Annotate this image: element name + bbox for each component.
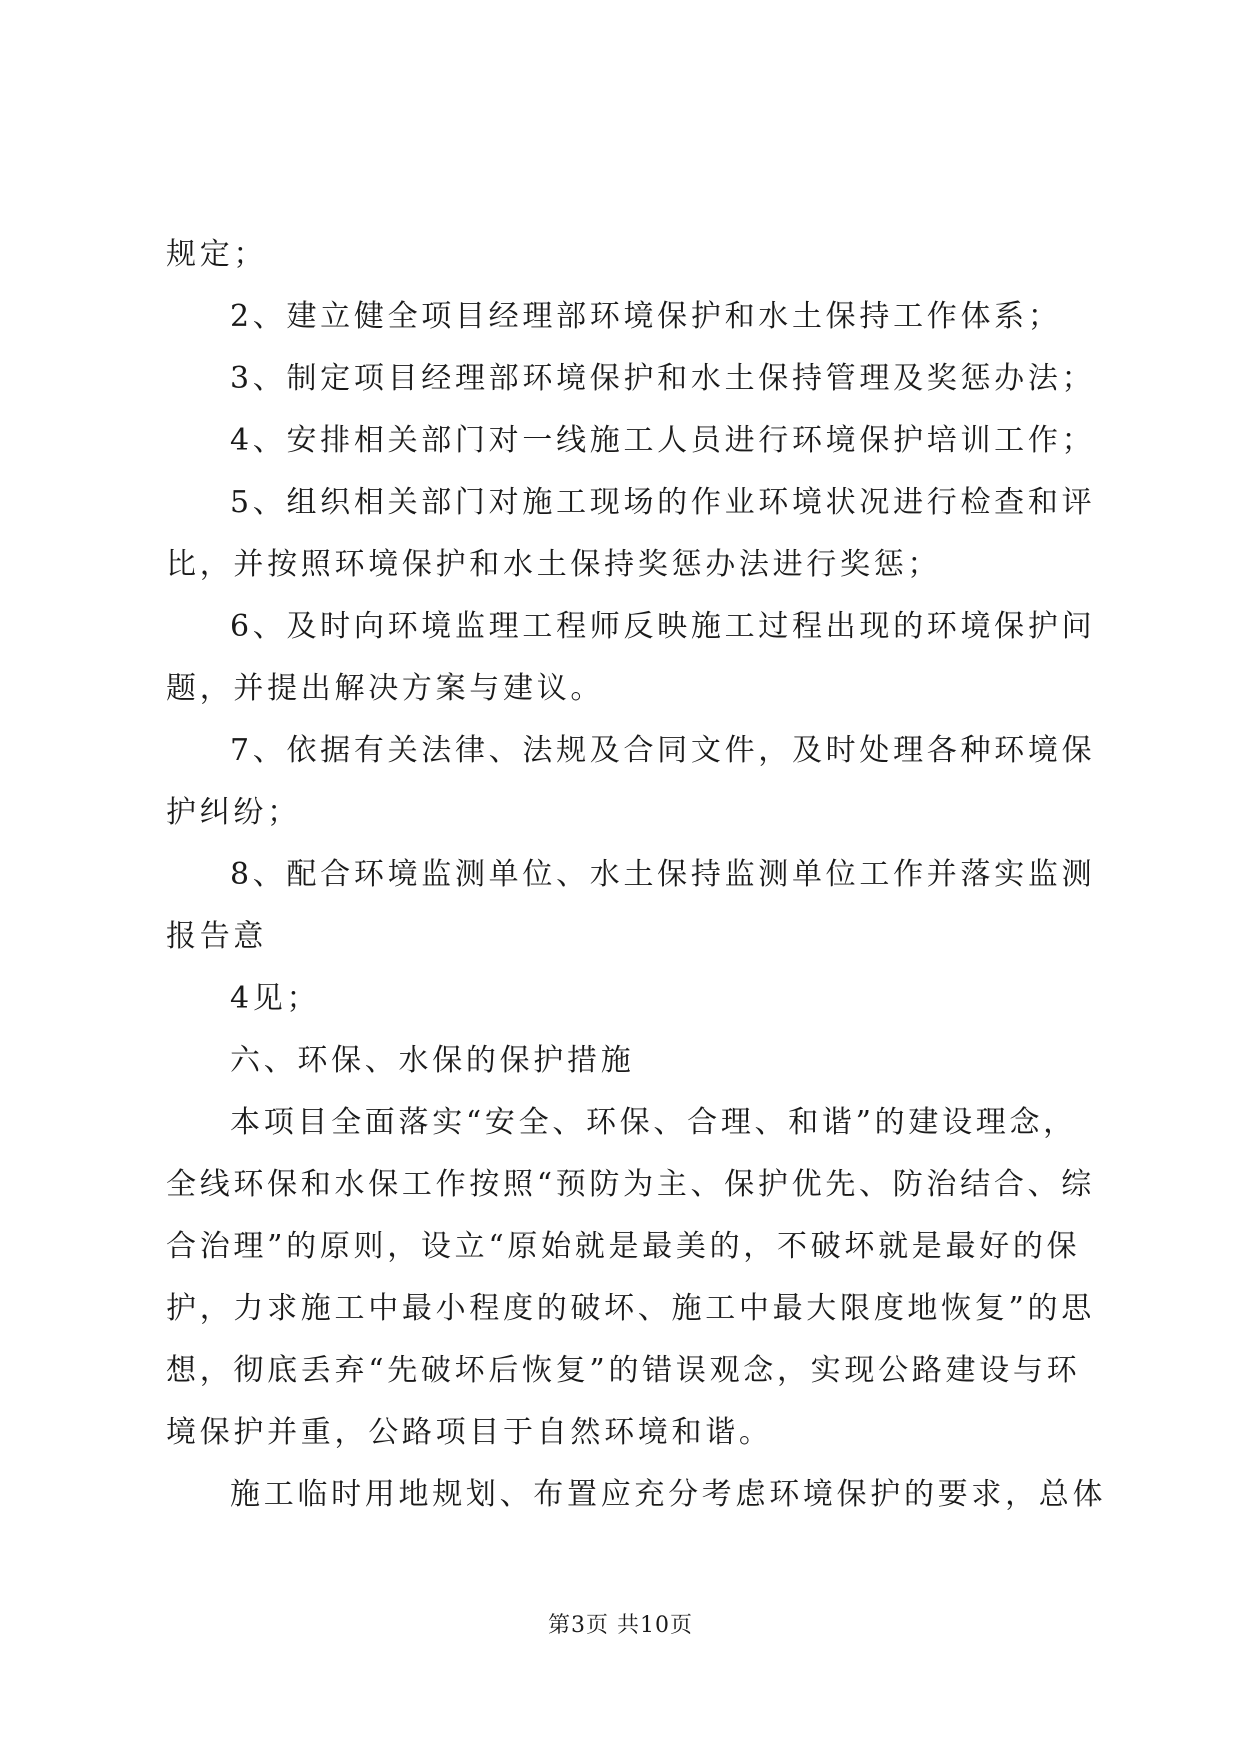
- text-line: 2、建立健全项目经理部环境保护和水土保持工作体系；: [230, 299, 1062, 334]
- text-line: 护，力求施工中最小程度的破坏、施工中最大限度地恢复”的思: [166, 1291, 1095, 1326]
- text-line: 6、及时向环境监理工程师反映施工过程出现的环境保护问: [230, 609, 1096, 644]
- text-line: 全线环保和水保工作按照“预防为主、保护优先、防治结合、综: [166, 1167, 1095, 1202]
- text-line: 4、安排相关部门对一线施工人员进行环境保护培训工作；: [230, 423, 1096, 458]
- page-number-footer: 第3页 共10页: [548, 1613, 693, 1638]
- text-line: 7、依据有关法律、法规及合同文件，及时处理各种环境保: [230, 733, 1096, 768]
- text-line: 规定；: [166, 237, 268, 272]
- text-line: 想，彻底丢弃“先破坏后恢复”的错误观念，实现公路建设与环: [166, 1353, 1081, 1388]
- text-line: 4见；: [230, 981, 321, 1016]
- document-body: [166, 224, 1107, 1526]
- text-line: 合治理”的原则，设立“原始就是最美的，不破坏就是最好的保: [166, 1229, 1081, 1264]
- text-line: 5、组织相关部门对施工现场的作业环境状况进行检查和评: [230, 485, 1096, 520]
- text-line: 题，并提出解决方案与建议。: [166, 671, 605, 706]
- text-line: 境保护并重，公路项目于自然环境和谐。: [166, 1415, 773, 1450]
- text-line: 报告意: [166, 919, 268, 954]
- section-heading: 六、环保、水保的保护措施: [230, 1043, 635, 1078]
- text-line: 护纠纷；: [166, 795, 301, 830]
- text-line: 比，并按照环境保护和水土保持奖惩办法进行奖惩；: [166, 547, 942, 582]
- text-line: 施工临时用地规划、布置应充分考虑环境保护的要求，总体: [230, 1477, 1107, 1512]
- text-line: 8、配合环境监测单位、水土保持监测单位工作并落实监测: [230, 857, 1096, 892]
- text-line: 3、制定项目经理部环境保护和水土保持管理及奖惩办法；: [230, 361, 1096, 396]
- text-line: 本项目全面落实“安全、环保、合理、和谐”的建设理念，: [230, 1105, 1077, 1140]
